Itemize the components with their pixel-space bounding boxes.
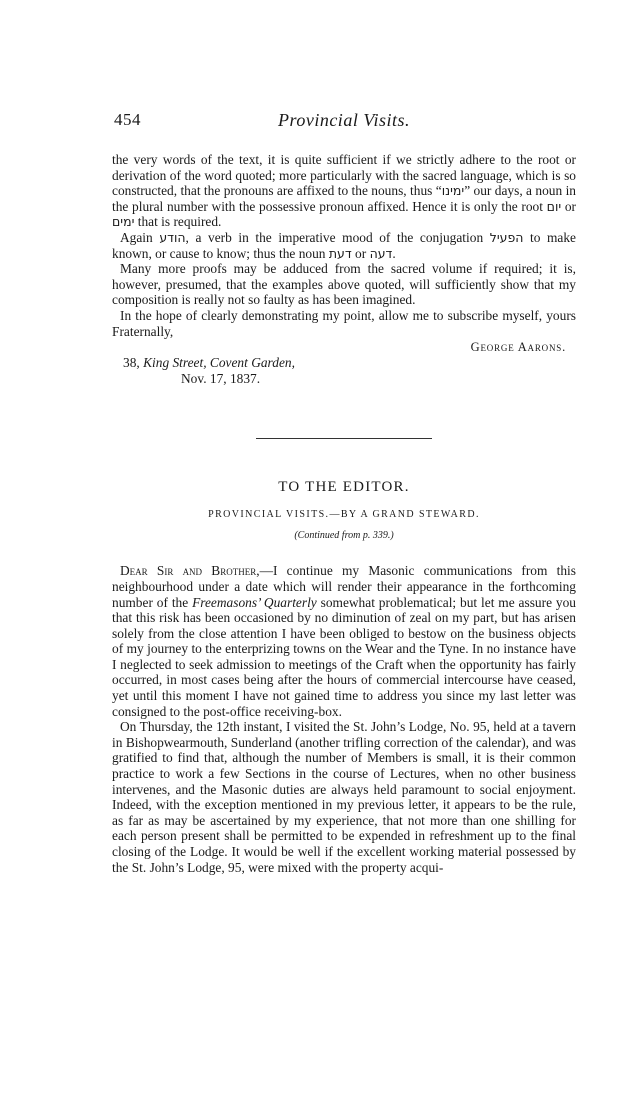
address-number: 38, (123, 355, 144, 371)
section-divider (256, 438, 432, 439)
hebrew-word: ימים (112, 214, 135, 230)
text-run: . (392, 245, 396, 261)
section-subtitle: PROVINCIAL VISITS.—BY A GRAND STEWARD. (208, 509, 480, 521)
signature: George Aarons. (470, 340, 566, 355)
letter-address (123, 355, 576, 386)
letter-paragraph-4: In the hope of clearly demonstrating my point, allow me to subscribe myself, yours Fraternally, (112, 307, 576, 339)
address-line (123, 355, 576, 371)
salutation: Dear Sir and Brother, (120, 563, 260, 579)
section-title: TO THE EDITOR. (278, 479, 410, 496)
text-run: —I continue my Masonic communications from this neighbourhood under a date which will render their appearance in the forthcoming number of the (112, 563, 576, 610)
text-run: Again (120, 229, 160, 245)
text-run: or (561, 198, 576, 214)
running-title: Provincial Visits. (278, 110, 410, 130)
letter-paragraph-1 (112, 152, 576, 230)
letter-paragraph-3: Many more proofs may be adduced from the sacred volume if required; it is, however, presumed, that the examples above quoted, will sufficiently show that my composition is really not so faulty as has been imagined. (112, 261, 576, 308)
hebrew-word: הודע (159, 229, 186, 245)
text-run: to make known, or cause to know; thus the noun (112, 229, 576, 261)
book-page (112, 110, 576, 875)
text-run: ” our days, a noun in the plural number with the possessive pronoun affixed. Hence it is only the root (112, 183, 576, 214)
hebrew-word: דעת (328, 245, 352, 261)
text-run: that is required. (134, 214, 222, 230)
address-street: King Street, Covent Garden, (143, 355, 295, 371)
hebrew-word: יום (546, 198, 562, 214)
journal-title: Freemasons’ Quarterly (192, 594, 317, 610)
letter-date: Nov. 17, 1837. (181, 370, 261, 386)
page-number: 454 (114, 110, 141, 129)
continued-note: (Continued from p. 339.) (294, 530, 394, 542)
hebrew-word: ימינו (441, 183, 465, 199)
text-run: or (351, 245, 370, 261)
text-run: , a verb in the imperative mood of the conjugation (185, 229, 490, 245)
page-header (112, 110, 576, 140)
letter-paragraph-2 (112, 230, 576, 261)
text-run: the very words of the text, it is quite sufficient if we strictly adhere to the root or derivation of the word quoted; more particularly with the sacred language, which is so constructed, that the pronouns are affixed to the nouns, thus “ (112, 152, 576, 199)
body-paragraph-2: On Thursday, the 12th instant, I visited the St. John’s Lodge, No. 95, held at a tavern in Bishopwearmouth, Sunderland (another trifling correction of the calendar), and was gratified to find that, although the number of Members is small, it is their common practice to work a few Sections in the course of Lectures, when no other business intervenes, and the Masonic duties are always held paramount to social enjoyment. Indeed, with the exception mentioned in my previous letter, it appears to be the rule, as far as may be ascertained by my experience, that not more than one shilling for each person present shall be permitted to be expended in refreshment up to the final closing of the Lodge. It would be well if the excellent working material possessed by the St. John’s Lodge, 95, were mixed with the property acqui- (112, 719, 576, 875)
text-run: somewhat problematical; but let me assure you that this risk has been occasioned by no diminution of zeal on my part, but has arisen solely from the close attention I have been obliged to bestow on the business objects of my journey to the enterprizing towns on the Wear and the Tyne. In no instance have I neglected to seek admission to meetings of the Craft when the opportunity has fairly occurred, in most cases being after the hours of commercial intercourse have ceased, yet until this moment I have not gained time to address you since my last letter was consigned to the post-office receiving-box. (112, 594, 577, 719)
hebrew-word: דעה (369, 245, 393, 261)
body-paragraph-1 (112, 563, 576, 719)
hebrew-word: הפעיל (489, 229, 524, 245)
